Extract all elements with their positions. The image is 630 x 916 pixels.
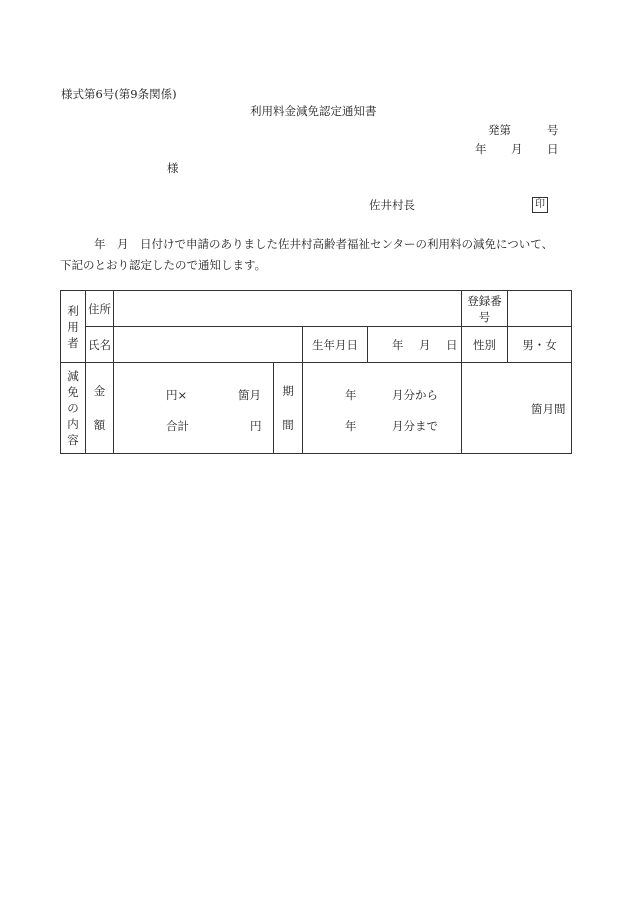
sex-field[interactable]: 男・女 [508, 327, 572, 363]
birthdate-field[interactable]: 年 月 日 [368, 327, 462, 363]
issue-number-suffix: 号 [547, 123, 559, 137]
date-day: 日 [547, 142, 559, 156]
amount-label: 金 額 [86, 363, 114, 454]
birthdate-label: 生年月日 [303, 327, 368, 363]
period-label: 期 間 [274, 363, 303, 454]
user-section-label: 利 用 者 [61, 291, 86, 363]
registration-field[interactable] [508, 291, 572, 327]
address-label: 住所 [86, 291, 114, 327]
sex-label: 性別 [462, 327, 508, 363]
notice-line-1: 年 月 日付けで申請のありました佐井村高齢者福祉センターの利用料の減免について、 [94, 237, 554, 251]
exemption-section-label: 減 免 の 内 容 [61, 363, 86, 454]
period-field[interactable]: 年 月分から 年 月分まで [303, 363, 462, 454]
addressee-suffix: 様 [167, 161, 179, 175]
exemption-table [60, 290, 572, 454]
months-span-field[interactable]: 箇月間 [462, 363, 572, 454]
amount-field[interactable]: 円× 箇月 合計 円 [114, 363, 274, 454]
notice-paragraph [60, 234, 572, 276]
seal-mark: 印 [532, 197, 548, 213]
address-field[interactable] [114, 291, 462, 327]
notice-line-2: 下記のとおり認定したので通知します。 [60, 258, 267, 272]
issue-number-prefix: 発第 [488, 123, 511, 137]
name-field[interactable] [114, 327, 303, 363]
date-month: 月 [511, 142, 523, 156]
document-title: 利用料金減免認定通知書 [250, 104, 377, 118]
form-number: 様式第6号(第9条関係) [61, 87, 177, 101]
registration-label: 登録番号 [462, 291, 508, 327]
name-label: 氏名 [86, 327, 114, 363]
issuer-name: 佐井村長 [369, 198, 415, 212]
date-year: 年 [475, 142, 487, 156]
